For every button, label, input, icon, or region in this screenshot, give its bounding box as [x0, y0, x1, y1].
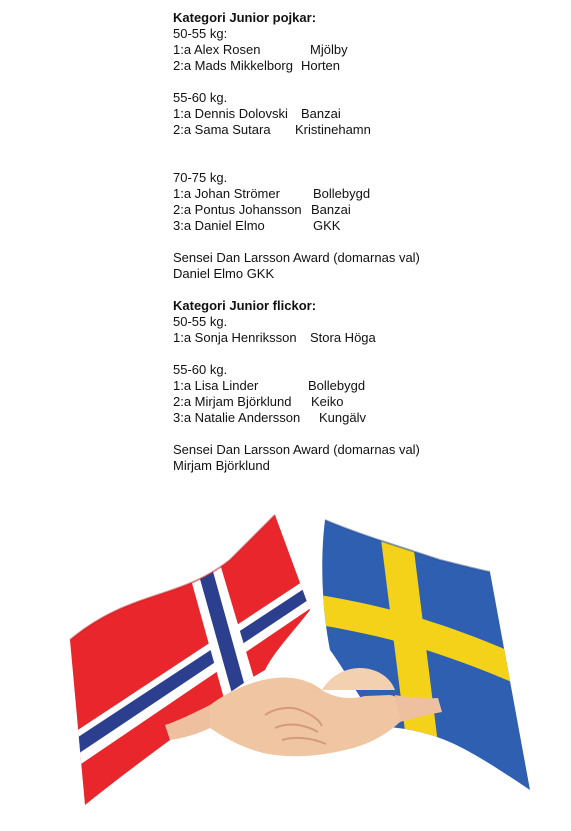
result-row [173, 58, 553, 74]
spacer [173, 138, 553, 170]
result-row [173, 410, 553, 426]
placement-name: 2:a Pontus Johansson [173, 202, 302, 217]
award-title: Sensei Dan Larsson Award (domarnas val) [173, 442, 420, 457]
result-row [173, 394, 553, 410]
club-name: Banzai [301, 106, 341, 121]
club-name: Keiko [311, 394, 344, 409]
placement-name: 1:a Sonja Henriksson [173, 330, 297, 345]
sweden-flag-icon [310, 500, 550, 810]
results-list [173, 10, 553, 474]
spacer [173, 74, 553, 90]
club-name: Banzai [311, 202, 351, 217]
weight-class-label: 50-55 kg: [173, 26, 228, 41]
weight-class-label: 70-75 kg. [173, 170, 228, 185]
club-name: GKK [313, 218, 341, 233]
weight-class-label: 55-60 kg. [173, 90, 228, 105]
result-row [173, 378, 553, 394]
result-row [173, 122, 553, 138]
award-winner: Daniel Elmo GKK [173, 266, 275, 281]
junior-girls-heading: Kategori Junior flickor: [173, 298, 317, 313]
result-row [173, 330, 553, 346]
result-row [173, 186, 553, 202]
placement-name: 1:a Johan Strömer [173, 186, 280, 201]
award-winner: Mirjam Björklund [173, 458, 270, 473]
club-name: Mjölby [310, 42, 348, 57]
placement-name: 3:a Natalie Andersson [173, 410, 301, 425]
result-row [173, 42, 553, 58]
spacer [173, 346, 553, 362]
junior-boys-heading: Kategori Junior pojkar: [173, 10, 317, 25]
spacer [173, 426, 553, 442]
placement-name: 1:a Dennis Dolovski [173, 106, 288, 121]
placement-name: 1:a Alex Rosen [173, 42, 261, 57]
placement-name: 2:a Mirjam Björklund [173, 394, 292, 409]
norway-flag-icon [60, 500, 330, 810]
weight-class-label: 55-60 kg. [173, 362, 228, 377]
result-row [173, 218, 553, 234]
club-name: Kungälv [319, 410, 366, 425]
placement-name: 3:a Daniel Elmo [173, 218, 265, 233]
club-name: Kristinehamn [295, 122, 371, 137]
club-name: Bollebygd [308, 378, 366, 393]
club-name: Horten [301, 58, 341, 73]
weight-class-label: 50-55 kg. [173, 314, 228, 329]
placement-name: 1:a Lisa Linder [173, 378, 259, 393]
club-name: Stora Höga [310, 330, 376, 345]
spacer [173, 234, 553, 250]
result-row [173, 106, 553, 122]
flags-handshake-illustration [60, 500, 550, 810]
placement-name: 2:a Sama Sutara [173, 122, 271, 137]
placement-name: 2:a Mads Mikkelborg [173, 58, 293, 73]
award-title: Sensei Dan Larsson Award (domarnas val) [173, 250, 420, 265]
result-row [173, 202, 553, 218]
spacer [173, 282, 553, 298]
club-name: Bollebygd [313, 186, 371, 201]
